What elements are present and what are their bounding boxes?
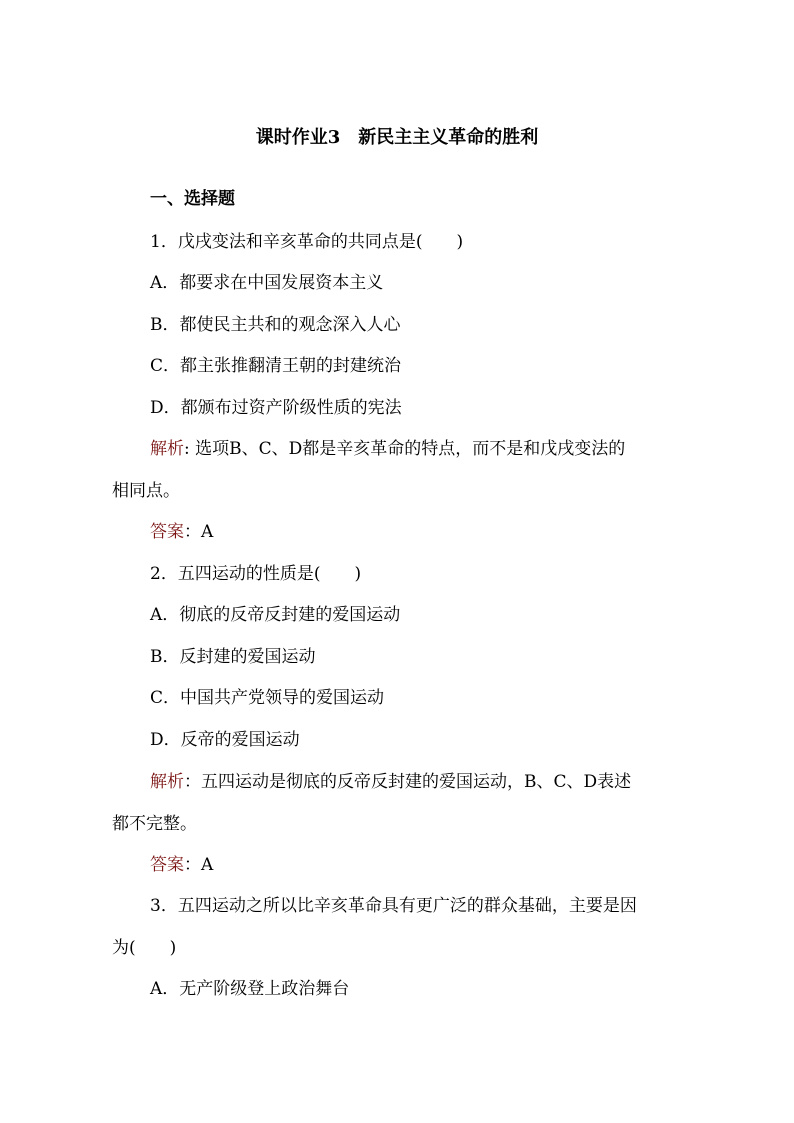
- answer-label: 答案: [150, 522, 184, 542]
- question-1-stem: 1．戊戌变法和辛亥革命的共同点是( ): [150, 232, 464, 252]
- question-2-stem: 2．五四运动的性质是( ): [150, 564, 362, 584]
- question-2-analysis-continued: 都不完整。: [112, 814, 197, 834]
- section-heading: 一、选择题: [150, 189, 235, 209]
- question-2-answer: [150, 850, 213, 875]
- question-1-option-c: C．都主张推翻清王朝的封建统治: [150, 356, 402, 376]
- question-3-stem-continued: 为( ): [112, 938, 177, 958]
- question-1-option-d: D．都颁布过资产阶级性质的宪法: [150, 398, 402, 418]
- question-2-option-c: C．中国共产党领导的爱国运动: [150, 688, 385, 708]
- question-2-analysis: [150, 767, 631, 792]
- analysis-text: ：五四运动是彻底的反帝反封建的爱国运动，B、C、D表述: [184, 772, 632, 792]
- question-2-option-a: A．彻底的反帝反封建的爱国运动: [150, 605, 401, 625]
- question-1-answer: [150, 517, 213, 542]
- question-1-option-b: B．都使民主共和的观念深入人心: [150, 315, 401, 335]
- analysis-text: : 选项B、C、D都是辛亥革命的特点，而不是和戊戌变法的: [184, 439, 626, 459]
- analysis-label: 解析: [150, 439, 184, 459]
- answer-value: ：A: [184, 522, 214, 542]
- question-2-option-b: B．反封建的爱国运动: [150, 647, 316, 667]
- question-3-option-a: A．无产阶级登上政治舞台: [150, 979, 350, 999]
- answer-value: ：A: [184, 855, 214, 875]
- question-3-stem: 3．五四运动之所以比辛亥革命具有更广泛的群众基础，主要是因: [150, 896, 637, 916]
- question-2-option-d: D．反帝的爱国运动: [150, 730, 300, 750]
- question-1-analysis: [150, 434, 625, 459]
- page-title: 课时作业3 新民主主义革命的胜利: [255, 127, 539, 148]
- answer-label: 答案: [150, 855, 184, 875]
- question-1-analysis-continued: 相同点。: [112, 481, 180, 501]
- analysis-label: 解析: [150, 772, 184, 792]
- question-1-option-a: A．都要求在中国发展资本主义: [150, 273, 384, 293]
